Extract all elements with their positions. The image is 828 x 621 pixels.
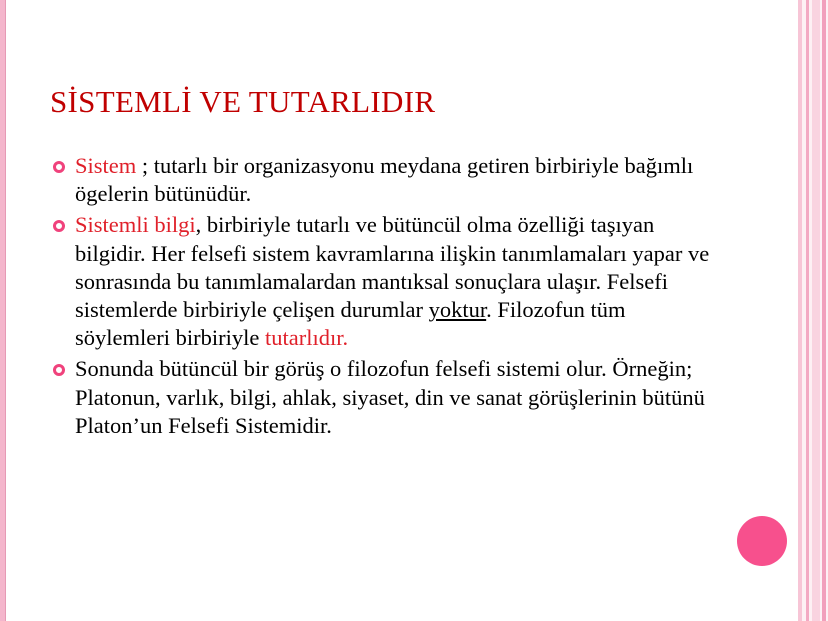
decorative-pink-circle	[737, 516, 787, 566]
bullet-item-sistemli-bilgi	[50, 211, 722, 352]
slide-title: SİSTEMLİ VE TUTARLIDIR	[50, 84, 436, 119]
right-decorative-stripes	[798, 0, 828, 621]
stripe	[798, 0, 802, 621]
left-decorative-border	[0, 0, 6, 621]
ring-bullet-icon	[53, 161, 65, 173]
stripe	[812, 0, 820, 621]
stripe	[806, 0, 809, 621]
ring-bullet-icon	[53, 364, 65, 376]
bullet-item-sistem	[50, 152, 722, 208]
bullet-text: ; tutarlı bir organizasyonu meydana getiren birbiriyle bağımlı ögelerin bütünüdür.	[75, 153, 694, 207]
ring-bullet-icon	[53, 220, 65, 232]
stripe	[822, 0, 826, 621]
bullet-text: . Filozofun tüm söylemleri birbiriyle	[75, 297, 626, 351]
underlined-word: yoktur	[428, 297, 487, 323]
term-sistem: Sistem	[75, 153, 137, 178]
term-sistemli-bilgi: Sistemli bilgi	[75, 212, 196, 238]
highlighted-word: tutarlıdır.	[264, 325, 349, 351]
bullet-item-sonunda	[50, 355, 722, 440]
bullet-text: Sonunda bütüncül bir görüş o filozofun felsefi sistemi olur. Örneğin; Platonun, varlık, bilgi, ahlak, siyaset, din ve sanat görüşlerinin bütünü Platon’un Felsefi Sistemidir.	[75, 356, 705, 438]
bullet-list	[50, 152, 722, 443]
bullet-text: , birbiriyle tutarlı ve bütüncül olma özelliği taşıyan bilgidir. Her felsefi sistem kavramlarına ilişkin tanımlamaları yapar ve sonrasında bu tanımlamalardan mantıksal sonuçlara ulaşır. Felsefi sistemlerde birbiriyle çelişen durumlar	[75, 212, 710, 323]
